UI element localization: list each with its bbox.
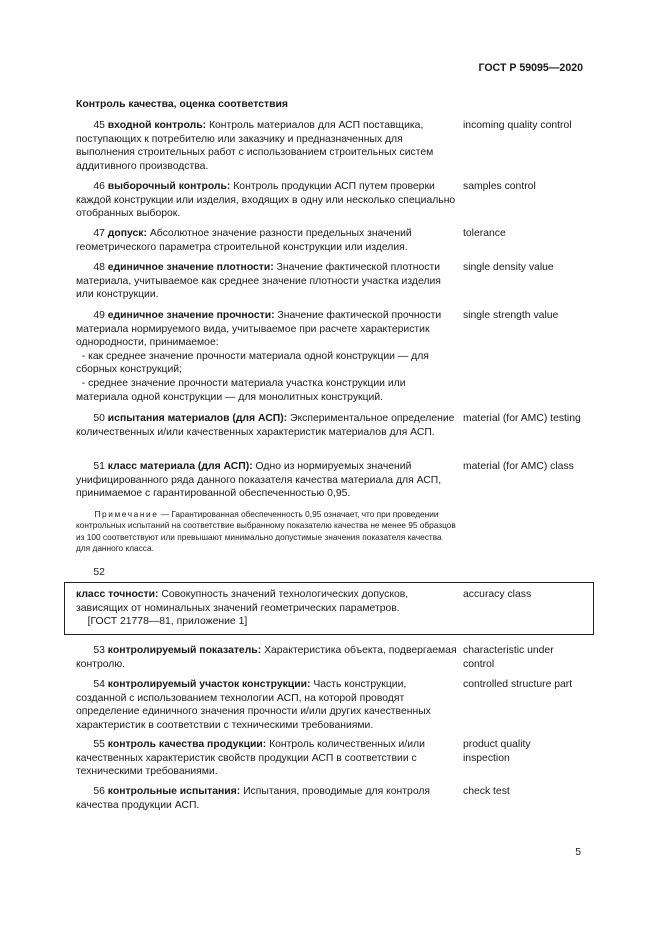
- note: [76, 509, 457, 555]
- english-term: single density value: [463, 262, 554, 273]
- term-definition: [76, 261, 457, 302]
- term-number: 53: [93, 645, 105, 656]
- term-entry: [76, 180, 457, 221]
- term-definition: [76, 460, 457, 501]
- term-name: допуск:: [107, 228, 147, 239]
- term-name: контрольные испытания:: [107, 786, 241, 797]
- term-name: единичное значение прочности:: [107, 310, 275, 321]
- page-number: 5: [575, 847, 581, 858]
- term-entry: [76, 738, 457, 779]
- definition-text: Одно из нормируемых значений унифицированного ряда данного показателя качества материала для АСП, принимаемое с гарантированной обеспеченностью 0,95.: [76, 461, 442, 500]
- note-label: Примечание: [94, 509, 159, 519]
- term-entry: [76, 460, 457, 501]
- list-item: - среднее значение прочности материала участка конструкции или материала одной конструкции — для монолитных конструкций.: [76, 377, 406, 403]
- english-term: material (for AMC) testing: [463, 413, 581, 424]
- term-definition: [76, 227, 457, 254]
- english-term: accuracy class: [463, 589, 532, 600]
- term-definition: [76, 678, 457, 732]
- term-number: 49: [93, 310, 105, 321]
- definition-text: Контроль материалов для АСП поставщика, поступающих к потребителю или заказчику и предназначенных для выполнения строительных работ с использованием строительных систем аддитивного производства.: [76, 120, 434, 172]
- term-number: 55: [93, 739, 105, 750]
- list-item: - как среднее значение прочности материала одной конструкции — для сборных конструкций;: [76, 350, 429, 376]
- term-name: испытания материалов (для АСП):: [107, 413, 288, 424]
- term-name: единичное значение плотности:: [107, 262, 274, 273]
- term-entry: [76, 644, 457, 671]
- english-term: product quality inspection: [463, 739, 531, 764]
- term-name: входной контроль:: [107, 120, 207, 131]
- term-definition: [76, 180, 457, 221]
- term-entry: [76, 588, 457, 629]
- definition-text: Значение фактической плотности материала, учитываемое как среднее значение плотности участка изделия или конструкции.: [76, 262, 441, 301]
- english-term: incoming quality control: [463, 120, 572, 131]
- reference: [ГОСТ 21778—81, приложение 1]: [87, 616, 248, 628]
- term-definition: [76, 309, 457, 350]
- term-number: 47: [93, 228, 105, 239]
- term-number: 56: [93, 786, 105, 797]
- term-definition: [76, 588, 457, 615]
- term-name: выборочный контроль:: [107, 181, 231, 192]
- term-entry: [76, 261, 457, 302]
- term-definition: [76, 119, 457, 173]
- term-number: 51: [93, 461, 105, 472]
- definition-text: Значение фактической прочности материала нормируемого вида, учитываемое при расчете характеристик однородности, принимаемое:: [76, 310, 442, 349]
- term-definition: [76, 644, 457, 671]
- term-name: контроль качества продукции:: [107, 739, 267, 750]
- term-definition: [76, 785, 457, 812]
- term-number: 50: [93, 413, 105, 424]
- standard-header: ГОСТ Р 59095—2020: [478, 62, 583, 74]
- term-entry: [76, 412, 457, 439]
- term-entry: [76, 785, 457, 812]
- term-number: 54: [93, 679, 105, 690]
- english-term: controlled structure part: [463, 679, 573, 690]
- definition-text: Часть конструкции, созданной с использованием технологии АСП, на которой проводят определение единичного значения прочности и/или других качественных характеристик в соответствии с техническими требованиями.: [76, 679, 431, 731]
- english-term: single strength value: [463, 310, 559, 321]
- english-term: samples control: [463, 181, 536, 192]
- english-term: material (for AMC) class: [463, 461, 574, 472]
- term-entry: [76, 309, 457, 404]
- section-title: Контроль качества, оценка соответствия: [76, 99, 288, 110]
- definition-text: Контроль количественных и/или качественных характеристик свойств продукции АСП в соответствии с техническими требованиями.: [76, 739, 425, 778]
- english-term: characteristic under control: [463, 645, 554, 670]
- definition-text: Испытания, проводимые для контроля качества продукции АСП.: [76, 786, 431, 811]
- term-entry: [76, 227, 457, 254]
- definition-text: Экспериментальное определение количественных и/или качественных характеристик материалов для АСП.: [76, 413, 455, 438]
- term-name: класс точности:: [76, 589, 159, 600]
- term-number: 45: [93, 120, 105, 131]
- term-entry: [76, 678, 457, 732]
- english-term: check test: [463, 786, 510, 797]
- definition-text: Контроль продукции АСП путем проверки каждой конструкции или изделия, входящих в одну или несколько специально отобранных выборок.: [76, 181, 456, 220]
- term-number: 48: [93, 262, 105, 273]
- note-text: — Гарантированная обеспеченность 0,95 означает, что при проведении контрольных испытаний на соответствие выбранному показателю качества не менее 95 образцов из 100 соответствуют или превышают минимально допустимые значения показателя качества для данного класса.: [76, 509, 456, 554]
- term-definition: [76, 738, 457, 779]
- term-name: контролируемый участок конструкции:: [107, 679, 311, 690]
- definition-text: Характеристика объекта, подвергаемая контролю.: [76, 645, 457, 670]
- term-definition: [76, 412, 457, 439]
- term-name: класс материала (для АСП):: [107, 461, 253, 472]
- english-term: tolerance: [463, 228, 506, 239]
- term-name: контролируемый показатель:: [107, 645, 262, 656]
- term-entry: [76, 119, 457, 173]
- definition-text: Совокупность значений технологических допусков, зависящих от номинальных значений геометрических параметров.: [76, 589, 409, 614]
- definition-text: Абсолютное значение разности предельных значений геометрического параметра строительной конструкции или изделия.: [76, 228, 412, 253]
- term-number-52: 52: [93, 567, 105, 578]
- term-number: 46: [93, 181, 105, 192]
